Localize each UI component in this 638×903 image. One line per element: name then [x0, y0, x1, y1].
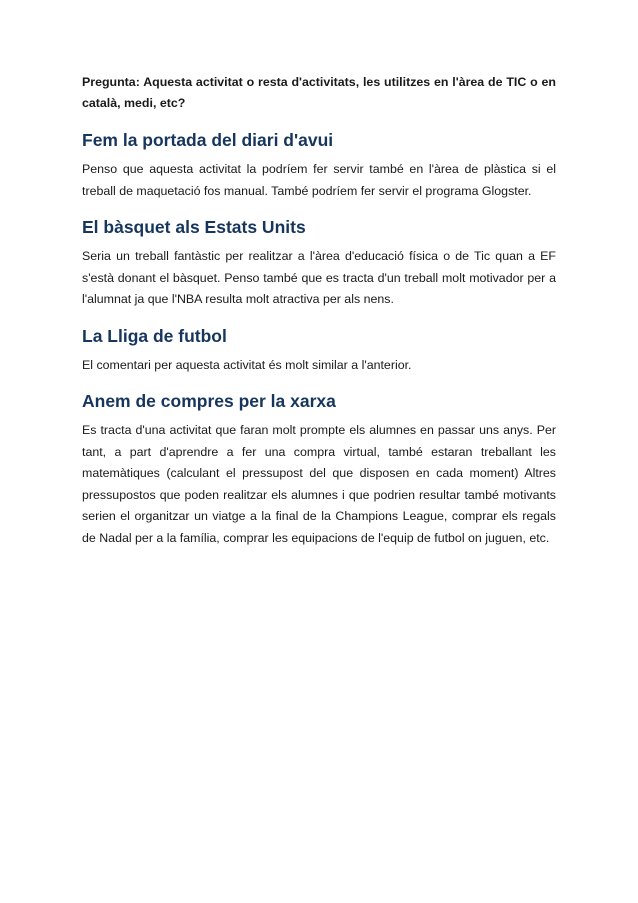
section-body-portada: Penso que aquesta activitat la podríem fer servir també en l'àrea de plàstica si el treball de maquetació fos manual. També podríem fer servir el programa Glogster.: [82, 162, 556, 198]
section-title-basquet: El bàsquet als Estats Units: [82, 217, 306, 237]
section-body-basquet: Seria un treball fantàstic per realitzar a l'àrea d'educació física o de Tic quan a EF s'està donant el bàsquet. Penso també que es tracta d'un treball molt motivador per a l'alumnat ja que l'NBA resulta molt atractiva per als nens.: [82, 249, 556, 306]
question-text: Pregunta: Aquesta activitat o resta d'activitats, les utilitzes en l'àrea de TIC o en català, medi, etc?: [82, 75, 556, 110]
section-title-portada: Fem la portada del diari d'avui: [82, 130, 334, 150]
section-title-lliga: La Lliga de futbol: [82, 325, 227, 346]
section-body-compres: Es tracta d'una activitat que faran molt prompte els alumnes en passar uns anys. Per tant, a part d'aprendre a fer una compra virtual, també estaran treballant les matemàtiques (calculant el pressupost del que disposen en cada moment) Altres pressupostos que poden realitzar els alumnes i que podrien resultar també motivants serien el organitzar un viatge a la final de la Champions League, comprar els regals de Nadal per a la família, comprar les equipacions de l'equip de futbol on juguen, etc.: [82, 423, 556, 545]
section-body-lliga: El comentari per aquesta activitat és molt similar a l'anterior.: [82, 357, 412, 372]
section-title-compres: Anem de compres per la xarxa: [82, 391, 336, 411]
